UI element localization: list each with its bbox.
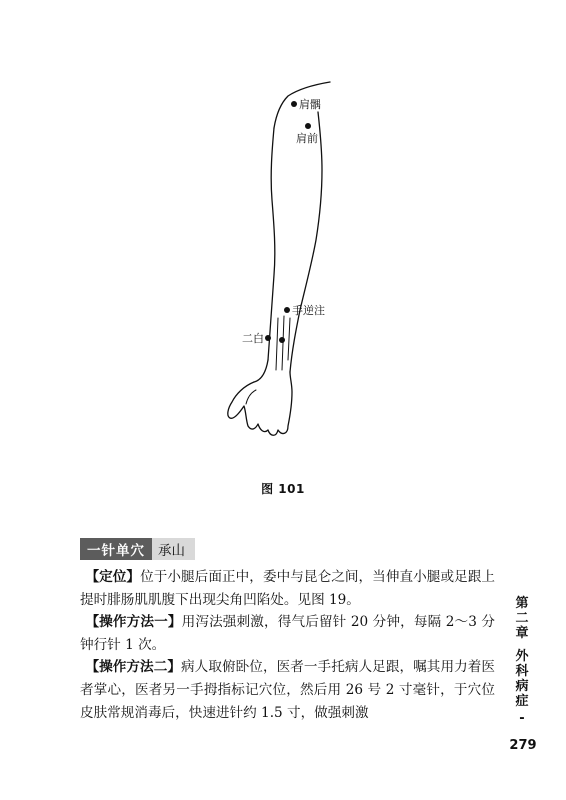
chapter-title-char: 病 (515, 679, 529, 694)
hand-finger-line (246, 390, 256, 404)
paragraph-label: 【定位】 (85, 569, 141, 585)
tendon-line-1 (276, 318, 278, 370)
point-jianyu (291, 101, 297, 107)
hand-outline (228, 372, 292, 435)
label-erbai: 二白 (242, 332, 264, 345)
label-jianyu: 肩髃 (299, 98, 321, 111)
paragraph-label: 【操作方法二】 (85, 659, 182, 676)
section-header (80, 538, 195, 560)
chapter-title-char: 科 (515, 664, 529, 679)
paragraph-text: 用泻法强刺激，得气后留针 20 分钟，每隔 2～3 分钟行针 1 次。 (80, 614, 495, 653)
chapter-side-tab (510, 596, 534, 726)
point-erbai-1 (265, 335, 271, 341)
arm-outline-left (268, 128, 275, 360)
chapter-char: 章 (515, 626, 529, 641)
paragraph-method-2 (80, 656, 495, 724)
paragraph-text: 病人取俯卧位，医者一手托病人足跟，嘱其用力着医者掌心，医者另一手拇指标记穴位，然后用 26 号 2 寸毫针，于穴位皮肤常规消毒后，快速进针约 1.5 寸，做强刺激 (80, 659, 495, 721)
chapter-title-char: 症 (515, 694, 529, 709)
label-jianqian: 肩前 (296, 132, 318, 145)
point-jianqian (305, 123, 311, 129)
figure-caption: 图 101 (261, 482, 305, 496)
section-tag: 一针单穴 (80, 538, 152, 560)
arm-outline-wrist-left (254, 360, 268, 382)
chapter-title-char: 外 (515, 649, 529, 664)
section-name: 承山 (152, 538, 195, 560)
point-shouniz (284, 307, 290, 313)
chapter-char: 第 (515, 596, 529, 611)
paragraph-text: 位于小腿后面正中，委中与昆仑之间，当伸直小腿或足跟上提时腓肠肌肌腹下出现尖角凹陷处。见图 19。 (80, 569, 496, 608)
tendon-line-3 (288, 318, 290, 360)
point-erbai-2 (279, 337, 285, 343)
body-text (80, 566, 495, 724)
chapter-char: 二 (515, 611, 529, 626)
page-number: 279 (509, 738, 537, 753)
chapter-dash: - (519, 711, 525, 726)
tendon-line-2 (282, 316, 284, 370)
arm-outline-right (290, 112, 322, 372)
label-shouniz: 手逆注 (292, 304, 325, 317)
paragraph-location (80, 566, 495, 611)
paragraph-method-1 (80, 611, 495, 656)
paragraph-label: 【操作方法一】 (85, 614, 182, 631)
